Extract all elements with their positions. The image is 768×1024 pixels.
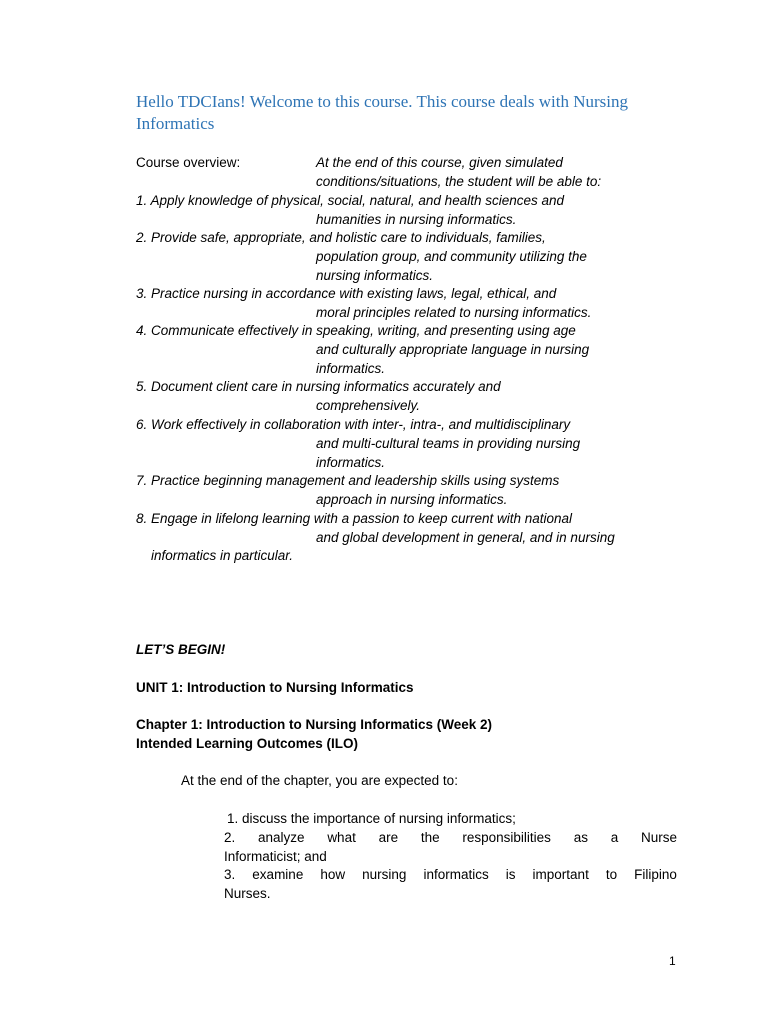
ilo-item-2-line1	[224, 829, 677, 848]
overview-intro-line1: At the end of this course, given simulated	[316, 155, 563, 170]
outcome-4-line2: and culturally appropriate language in nursing	[316, 342, 590, 357]
word: important	[532, 867, 589, 882]
course-welcome-title: Hello TDCIans! Welcome to this course. This course deals with Nursing Informatics	[136, 92, 629, 133]
outcome-1-line1: 1. Apply knowledge of physical, social, natural, and health sciences and	[136, 193, 565, 208]
word: is	[505, 867, 516, 882]
outcome-8-line3: informatics in particular.	[151, 548, 294, 563]
lets-begin-heading: LET’S BEGIN!	[136, 642, 226, 657]
word: to	[605, 867, 618, 882]
word: are	[378, 830, 399, 845]
ilo-heading: Intended Learning Outcomes (ILO)	[136, 736, 359, 751]
ilo-item-2	[224, 829, 677, 866]
ilo-item-3-line2: Nurses.	[224, 885, 271, 901]
outcome-5-line1: 5. Document client care in nursing informatics accurately and	[136, 379, 501, 394]
word: 3.	[224, 867, 236, 882]
word: how	[320, 867, 346, 882]
ilo-item-3	[224, 866, 677, 903]
word: a	[610, 830, 619, 845]
outcome-8-line1: 8. Engage in lifelong learning with a passion to keep current with national	[136, 511, 573, 526]
unit-heading: UNIT 1: Introduction to Nursing Informatics	[136, 680, 414, 695]
outcome-4-line3: informatics.	[316, 361, 386, 376]
outcome-2-line1: 2. Provide safe, appropriate, and holistic care to individuals, families,	[136, 230, 546, 245]
course-overview-label: Course overview:	[136, 155, 241, 170]
outcome-3-line2: moral principles related to nursing informatics.	[316, 305, 592, 320]
outcome-3-line1: 3. Practice nursing in accordance with existing laws, legal, ethical, and	[136, 286, 557, 301]
word: Filipino	[634, 867, 677, 882]
word: Nurse	[640, 830, 677, 845]
word: the	[420, 830, 440, 845]
outcome-6-line2: and multi-cultural teams in providing nursing	[316, 436, 581, 451]
word: informatics	[423, 867, 489, 882]
ilo-item-2-line2: Informaticist; and	[224, 848, 327, 864]
outcome-1-line2: humanities in nursing informatics.	[316, 212, 517, 227]
outcome-6-line1: 6. Work effectively in collaboration with inter-, intra-, and multidisciplinary	[136, 417, 571, 432]
outcome-7-line1: 7. Practice beginning management and leadership skills using systems	[136, 473, 560, 488]
word: responsibilities	[462, 830, 551, 845]
outcome-7-line2: approach in nursing informatics.	[316, 492, 508, 507]
word: what	[327, 830, 356, 845]
ilo-intro: At the end of the chapter, you are expected to:	[181, 773, 458, 788]
outcome-2-line3: nursing informatics.	[316, 268, 434, 283]
word: nursing	[362, 867, 407, 882]
outcome-6-line3: informatics.	[316, 455, 386, 470]
outcome-2-line2: population group, and community utilizing the	[316, 249, 587, 264]
word: examine	[252, 867, 304, 882]
chapter-heading: Chapter 1: Introduction to Nursing Informatics (Week 2)	[136, 717, 493, 732]
page-number: 1	[669, 954, 676, 968]
overview-intro-line2: conditions/situations, the student will be able to:	[316, 174, 602, 189]
outcome-4-line1: 4. Communicate effectively in speaking, writing, and presenting using age	[136, 323, 576, 338]
ilo-item-1: 1. discuss the importance of nursing informatics;	[227, 811, 516, 826]
ilo-item-3-line1	[224, 866, 677, 885]
word: analyze	[258, 830, 305, 845]
outcome-5-line2: comprehensively.	[316, 398, 421, 413]
word: as	[573, 830, 588, 845]
outcome-8-line2: and global development in general, and in nursing	[316, 530, 615, 545]
word: 2.	[224, 830, 236, 845]
